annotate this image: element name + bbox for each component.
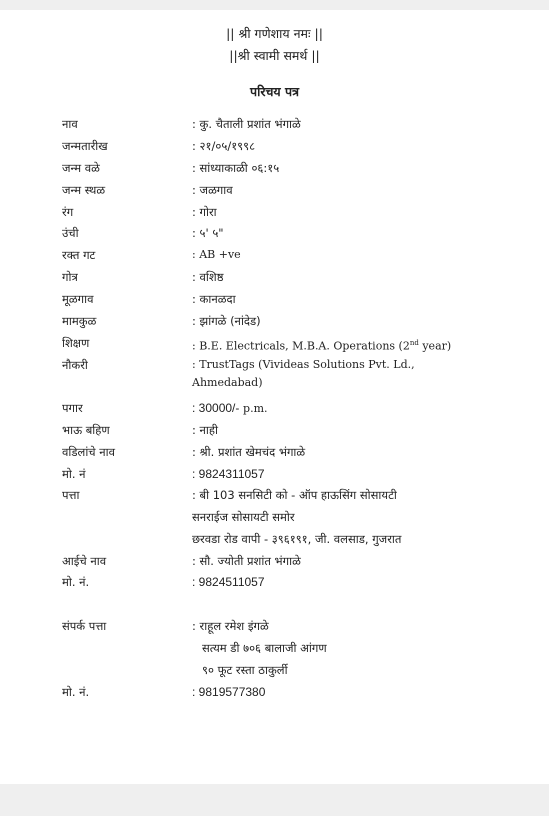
address-line-2: सनराईज सोसायटी समोर	[192, 510, 295, 524]
siblings-value: : नाही	[192, 423, 218, 437]
document-title: परिचय पत्र	[250, 84, 299, 99]
birth-place-value: : जळगाव	[192, 183, 233, 197]
native-place-value: : कानळदा	[192, 292, 236, 306]
address-line-3: छरवडा रोड वापी - ३९६१९१, जी. वलसाड, गुजरात	[192, 532, 402, 546]
birth-time-value: : सांध्याकाळी ०६:१५	[192, 161, 280, 175]
name-label: नाव	[62, 117, 78, 131]
blood-group-label: रक्त गट	[62, 248, 96, 262]
top-strip	[0, 0, 549, 10]
gotra-value: : वशिष्ठ	[192, 270, 224, 284]
address-label: पत्ता	[62, 488, 80, 502]
contact-line-1: : राहूल रमेश इंगळे	[192, 619, 269, 633]
contact-mobile-value: : 9819577380	[192, 685, 266, 699]
father-mobile-value: : 9824311057	[192, 467, 265, 481]
gotra-label: गोत्र	[62, 270, 78, 284]
job-label: नौकरी	[62, 358, 88, 372]
education-value: : B.E. Electricals, M.B.A. Operations (2nd year)	[192, 339, 452, 353]
contact-mobile-label: मो. नं.	[62, 685, 90, 699]
name-value: : कु. चैताली प्रशांत भंगाळे	[192, 117, 301, 131]
contact-address-label: संपर्क पत्ता	[62, 619, 107, 633]
job-value-line2: Ahmedabad)	[192, 376, 263, 389]
mamkul-label: मामकुळ	[62, 314, 97, 328]
invocation-line-2: ||श्री स्वामी समर्थ ||	[229, 48, 320, 63]
complexion-label: रंग	[62, 205, 74, 219]
father-name-value: : श्री. प्रशांत खेमचंद भंगाळे	[192, 445, 306, 459]
siblings-label: भाऊ बहिण	[62, 423, 110, 437]
contact-line-3: ९० फूट रस्ता ठाकुर्ली	[202, 663, 288, 677]
blood-group-value: : AB +ve	[192, 248, 241, 261]
height-value: : ५' ५"	[192, 226, 224, 240]
education-label: शिक्षण	[62, 336, 90, 350]
address-line-1: : बी 103 सनसिटी को - ऑप हाऊसिंग सोसायटी	[192, 488, 397, 502]
dob-label: जन्मतारीख	[62, 139, 108, 153]
bottom-strip	[0, 784, 549, 816]
invocation-line-1: || श्री गणेशाय नमः ||	[226, 26, 323, 41]
mother-mobile-label: मो. नं.	[62, 575, 90, 589]
mother-name-label: आईचे नाव	[62, 554, 107, 568]
job-value-line1: : TrustTags (Vivideas Solutions Pvt. Ld.,	[192, 358, 415, 371]
father-name-label: वडिलांचे नाव	[62, 445, 116, 459]
contact-line-2: सत्यम डी ७०६ बालाजी आंगण	[202, 641, 327, 655]
height-label: उंची	[62, 226, 79, 240]
native-place-label: मूळगाव	[62, 292, 94, 306]
mother-mobile-value: : 9824511057	[192, 575, 265, 589]
birth-place-label: जन्म स्थळ	[62, 183, 106, 197]
salary-value: : 30000/- p.m.	[192, 401, 268, 415]
mamkul-value: : झांगळे (नांदेड)	[192, 314, 261, 328]
salary-label: पगार	[62, 401, 83, 415]
birth-time-label: जन्म वळे	[62, 161, 100, 175]
complexion-value: : गोरा	[192, 205, 217, 219]
father-mobile-label: मो. नं	[62, 467, 86, 481]
mother-name-value: : सौ. ज्योती प्रशांत भंगाळे	[192, 554, 301, 568]
dob-value: : २१/०५/१९९८	[192, 139, 256, 153]
